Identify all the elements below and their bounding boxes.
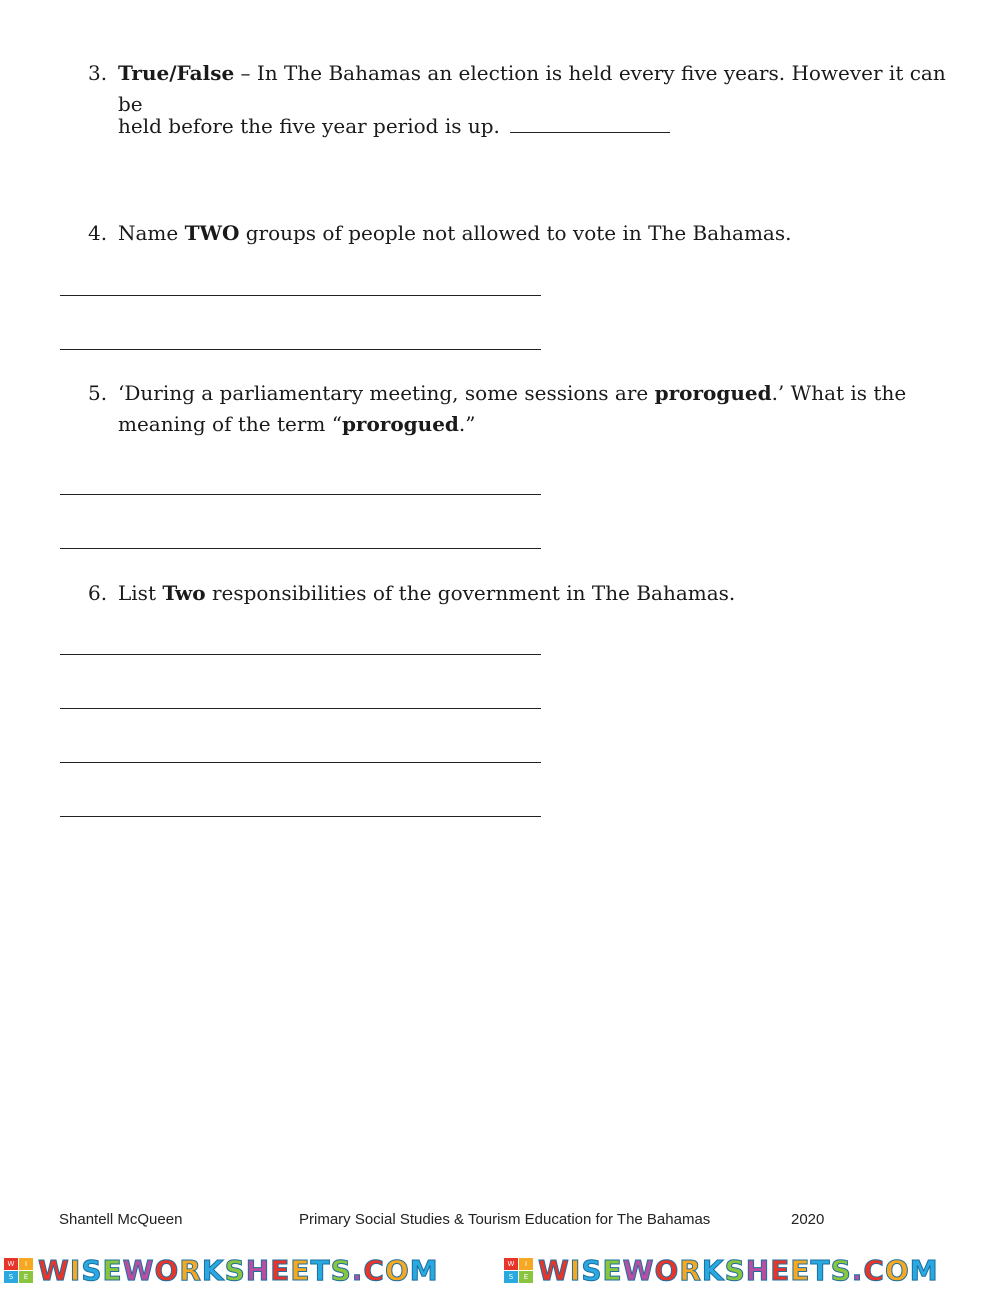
question-text-part: groups of people not allowed to vote in The Bahamas. [239,221,792,245]
question-6 [88,578,968,609]
question-number: 6. [88,581,108,605]
answer-line[interactable] [60,654,541,655]
question-text-part: – In The Bahamas an election is held every five years. However it can be [118,61,946,116]
answer-line[interactable] [60,494,541,495]
brand-text: WISEWORKSHEETS.COM [38,1254,439,1287]
question-text-part: held before the five year period is up. [118,114,500,138]
question-text-part: responsibilities of the government in The Bahamas. [205,581,736,605]
brand-text: WISEWORKSHEETS.COM [538,1254,939,1287]
question-text-part: meaning of the term “ [118,412,342,436]
question-4 [88,218,968,249]
question-number: 4. [88,221,108,245]
question-keyword: Two [162,581,206,605]
answer-line[interactable] [60,295,541,296]
footer-course: Primary Social Studies & Tourism Education for The Bahamas [299,1211,711,1228]
question-keyword: TWO [184,221,240,245]
question-keyword: True/False [118,61,235,85]
footer-author: Shantell McQueen [59,1211,183,1228]
answer-line[interactable] [60,816,541,817]
question-5 [88,378,968,440]
brand-logo-icon: W I S E [504,1258,534,1284]
footer-year: 2020 [791,1211,825,1228]
question-text-part: .” [458,412,476,436]
question-text-part: ‘During a parliamentary meeting, some sessions are [118,381,655,405]
answer-line[interactable] [60,762,541,763]
answer-blank[interactable] [510,112,670,133]
question-text-part: .’ What is the [771,381,907,405]
question-text-part: List [118,581,163,605]
answer-line[interactable] [60,349,541,350]
question-number: 3. [88,61,108,85]
question-keyword: prorogued [341,412,459,436]
question-text-part: Name [118,221,185,245]
question-3-line2 [88,111,968,142]
brand-logo-icon: W I S E [4,1258,34,1284]
question-keyword: prorogued [654,381,772,405]
question-number: 5. [88,381,108,405]
answer-line[interactable] [60,548,541,549]
answer-line[interactable] [60,708,541,709]
